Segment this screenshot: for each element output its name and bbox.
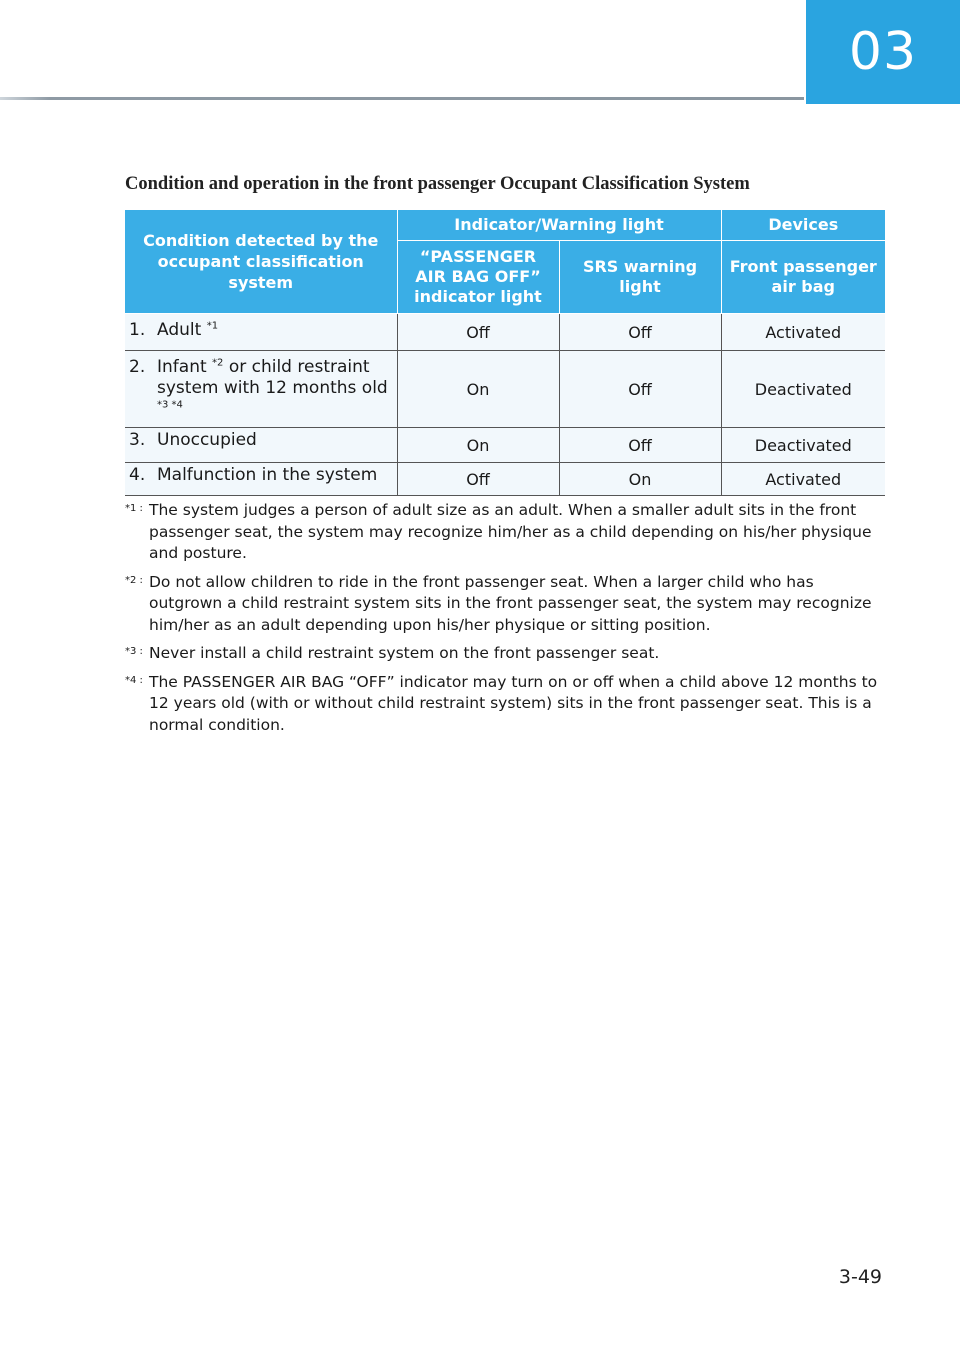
footnote-mark: *4 : — [125, 674, 143, 686]
chapter-number: 03 — [848, 22, 918, 82]
row-number: 4. — [129, 465, 146, 485]
page-number: 3-49 — [838, 1266, 882, 1288]
airbag-state-cell: Activated — [721, 314, 885, 351]
footnote-mark: *3 *4 — [157, 399, 183, 411]
condition-cell — [125, 314, 397, 351]
condition-label: Infant — [157, 357, 207, 377]
condition-label: Adult — [157, 320, 202, 340]
airbag-state-cell: Activated — [721, 463, 885, 496]
pab-indicator-cell: On — [397, 351, 559, 428]
condition-cell — [125, 428, 397, 463]
srs-warning-cell: Off — [559, 351, 721, 428]
srs-warning-cell: Off — [559, 314, 721, 351]
condition-label: Malfunction in the system — [157, 465, 378, 485]
pab-indicator-cell: Off — [397, 314, 559, 351]
chapter-tab — [806, 0, 960, 104]
airbag-state-cell: Deactivated — [721, 428, 885, 463]
condition-label-continued: or child restraint system with 12 months old — [157, 357, 388, 398]
footnote — [125, 672, 885, 737]
header-devices-group: Devices — [721, 210, 885, 241]
table-row — [125, 463, 885, 496]
header-srs-warning: SRS warning light — [559, 241, 721, 314]
header-condition: Condition detected by the occupant classification system — [125, 210, 397, 314]
footnotes — [125, 500, 885, 743]
pab-indicator-cell: On — [397, 428, 559, 463]
table-row — [125, 351, 885, 428]
footnote-text: The system judges a person of adult size as an adult. When a smaller adult sits in the front passenger seat, the system may recognize him/her as a child depending on his/her physique and posture. — [149, 501, 872, 562]
pab-indicator-cell: Off — [397, 463, 559, 496]
footnote-mark: *3 : — [125, 646, 143, 657]
footnote — [125, 572, 885, 637]
condition-cell — [125, 351, 397, 428]
section-title: Condition and operation in the front passenger Occupant Classification System — [125, 174, 750, 194]
header-rule — [0, 97, 804, 100]
footnote-text: Never install a child restraint system on the front passenger seat. — [149, 644, 660, 662]
table-header-row — [125, 210, 885, 241]
srs-warning-cell: On — [559, 463, 721, 496]
srs-warning-cell: Off — [559, 428, 721, 463]
airbag-state-cell: Deactivated — [721, 351, 885, 428]
footnote-mark: *1 — [206, 320, 219, 332]
table-row — [125, 314, 885, 351]
footnote-mark: *2 — [212, 357, 224, 369]
footnote-text: The PASSENGER AIR BAG “OFF” indicator may turn on or off when a child above 12 months to 12 years old (with or without child restraint system) sits in the front passenger seat. This is a normal condition. — [149, 672, 878, 734]
row-number: 2. — [129, 357, 146, 377]
footnote-mark: *1 : — [125, 503, 143, 514]
condition-cell — [125, 463, 397, 496]
table-row — [125, 428, 885, 463]
footnote-text: Do not allow children to ride in the front passenger seat. When a larger child who has outgrown a child restraint system sits in the front passenger seat, the system may recognize him/her as an adult depending upon his/her physique or sitting position. — [149, 572, 872, 634]
header-indicator-group: Indicator/Warning light — [397, 210, 721, 241]
header-pab-indicator: “PASSENGER AIR BAG OFF” indicator light — [397, 241, 559, 314]
footnote-mark: *2 : — [125, 574, 143, 586]
header-front-airbag: Front passenger air bag — [721, 241, 885, 314]
row-number: 1. — [129, 320, 146, 340]
occupant-classification-table — [125, 210, 885, 496]
footnote — [125, 643, 885, 665]
footnote — [125, 500, 885, 565]
condition-label: Unoccupied — [157, 430, 257, 450]
row-number: 3. — [129, 430, 146, 450]
